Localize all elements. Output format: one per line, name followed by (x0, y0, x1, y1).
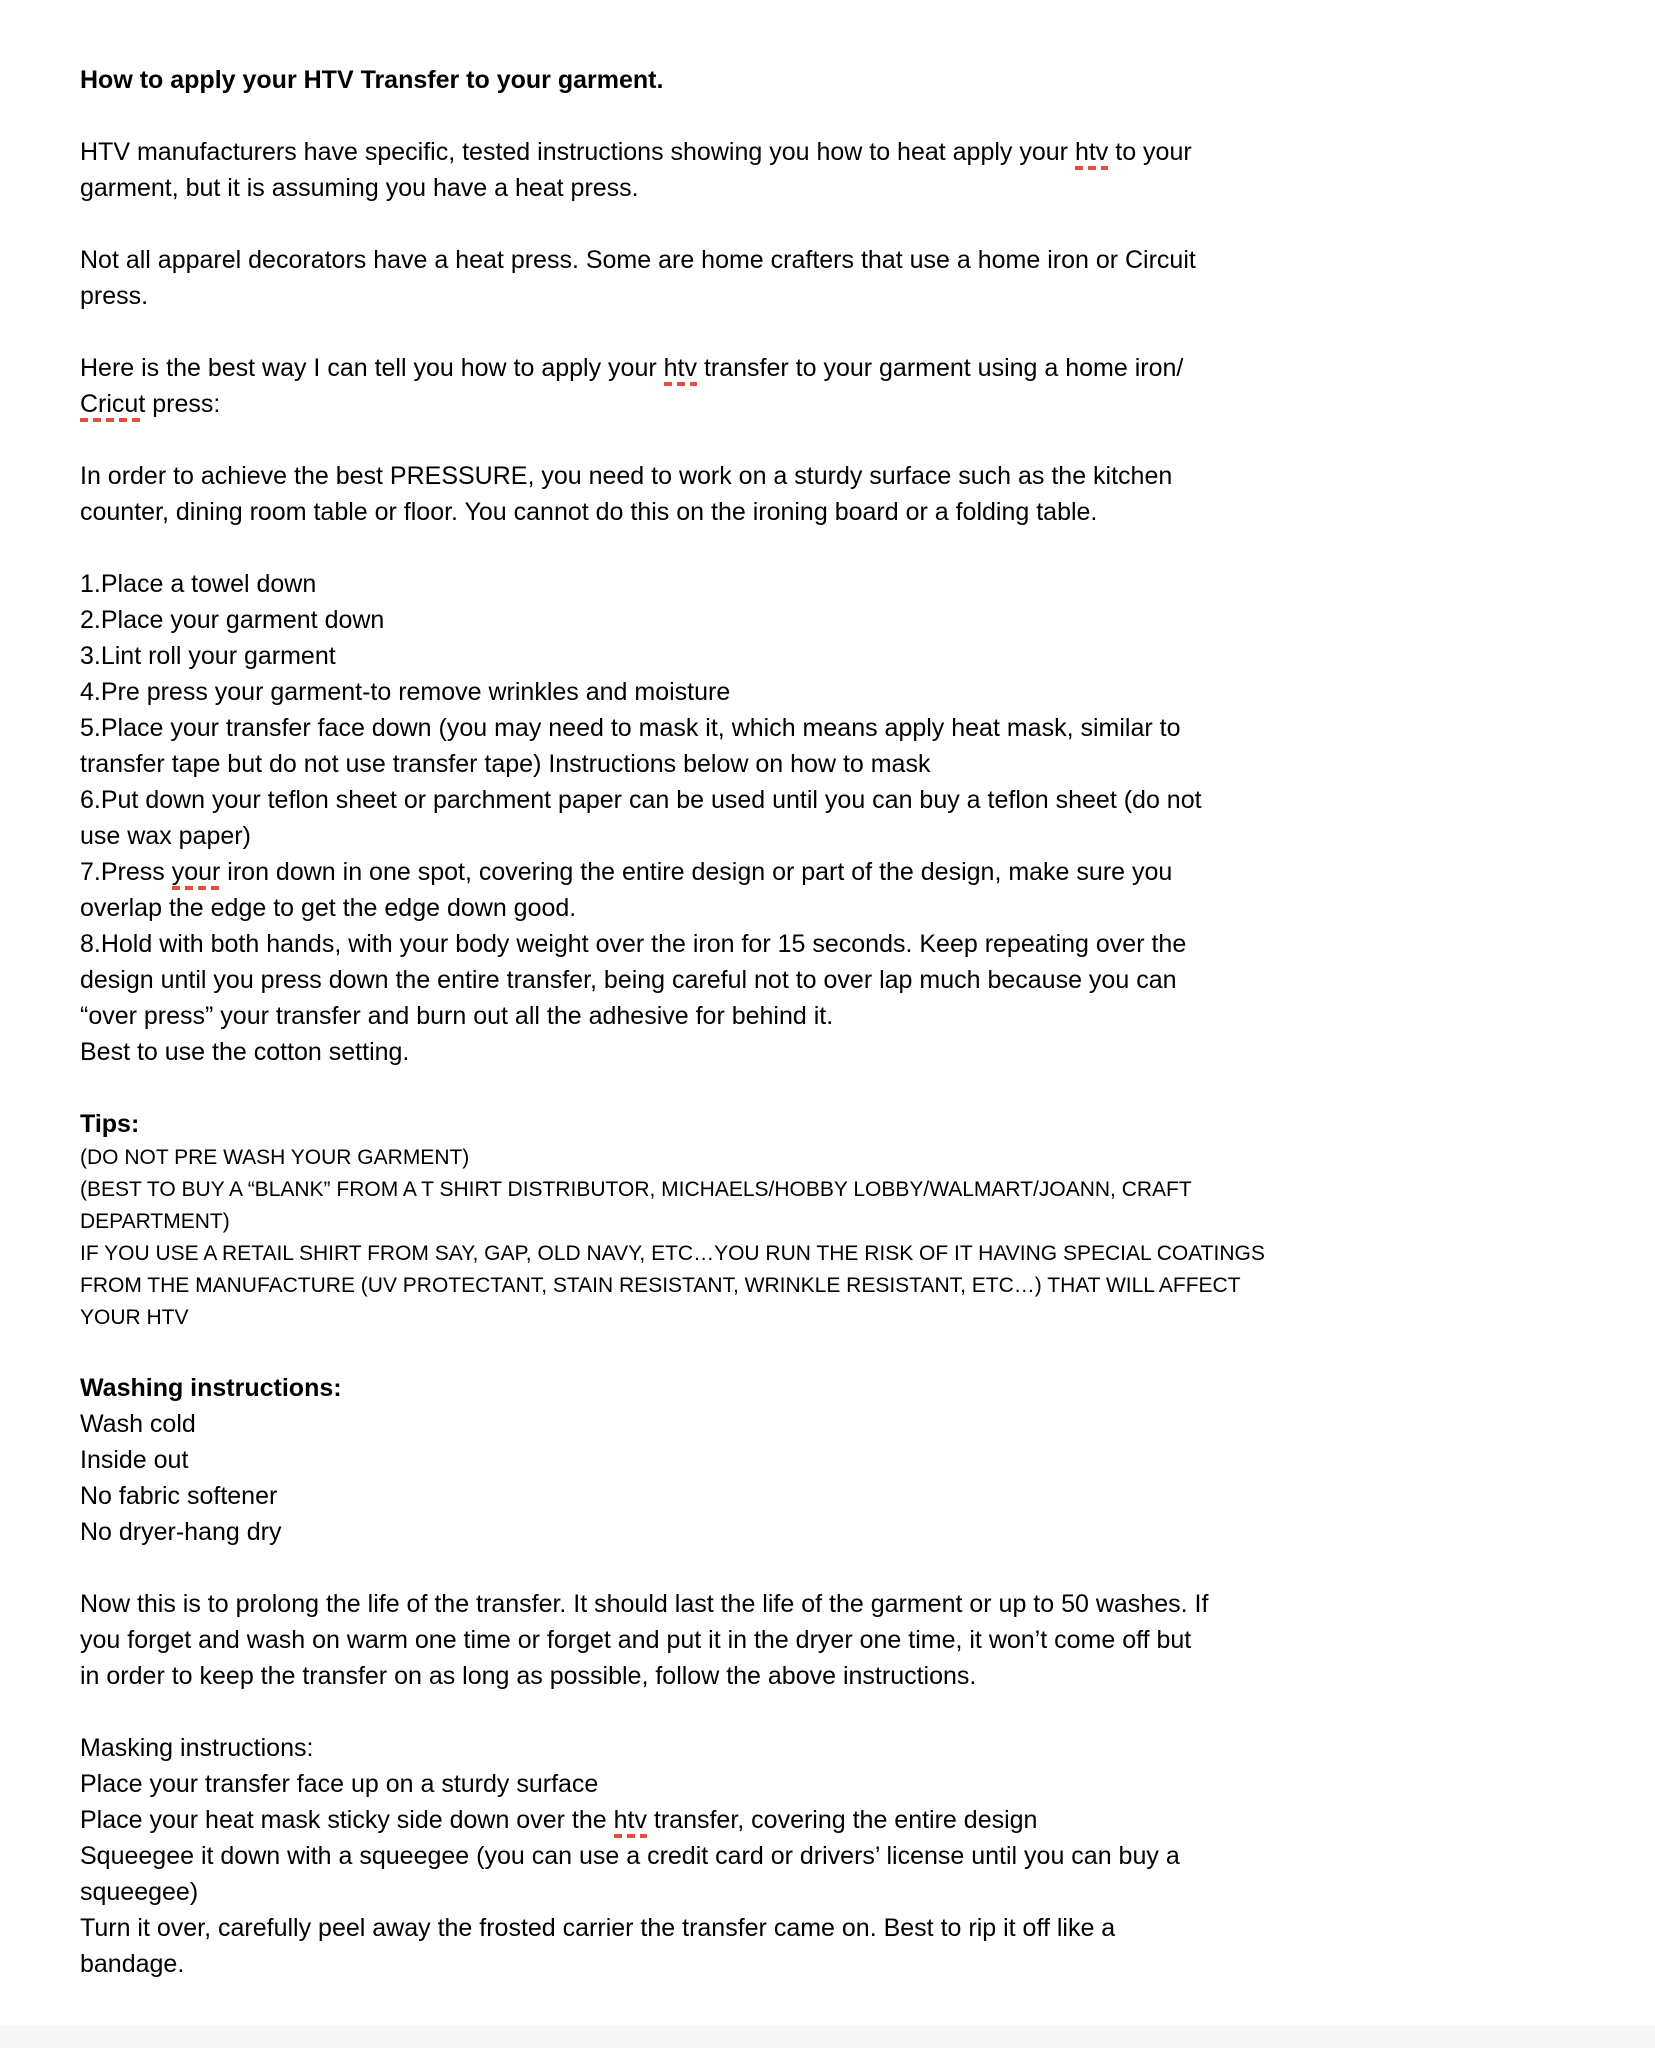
text-line (80, 890, 1600, 926)
text-segment: 8.Hold with both hands, with your body weight over the iron for 15 seconds. Keep repeating over the (80, 930, 1187, 958)
document-title (80, 62, 1600, 98)
text-line (80, 242, 1600, 278)
text-line (80, 1478, 1600, 1514)
text-segment: design until you press down the entire transfer, being careful not to over lap much because you can (80, 966, 1177, 994)
numbered-list (80, 566, 1600, 1070)
text-segment: Place your transfer face up on a sturdy surface (80, 1770, 599, 1798)
text-line (80, 1370, 1600, 1406)
text-segment: 4.Pre press your garment-to remove wrinkles and moisture (80, 678, 731, 706)
text-line (80, 170, 1600, 206)
text-segment: Inside out (80, 1446, 189, 1474)
text-segment: 1.Place a towel down (80, 570, 317, 598)
paragraph (80, 1586, 1600, 1694)
text-segment: transfer to your garment using a home iron/ (697, 354, 1184, 382)
text-segment: 3.Lint roll your garment (80, 642, 336, 670)
text-segment: transfer tape but do not use transfer tape) Instructions below on how to mask (80, 750, 931, 778)
text-segment: Tips: (80, 1110, 140, 1138)
text-segment: IF YOU USE A RETAIL SHIRT FROM SAY, GAP, OLD NAVY, ETC…YOU RUN THE RISK OF IT HAVING SPECIAL COATINGS (80, 1242, 1265, 1265)
text-line (80, 926, 1600, 962)
text-segment: Squeegee it down with a squeegee (you can use a credit card or drivers’ license until you can buy a (80, 1842, 1180, 1870)
text-line (80, 962, 1600, 998)
text-segment: bandage. (80, 1950, 185, 1978)
text-line (80, 1910, 1600, 1946)
text-line (80, 1238, 1600, 1270)
text-segment: No fabric softener (80, 1482, 278, 1510)
text-segment: to your (1108, 138, 1192, 166)
text-line (80, 710, 1600, 746)
text-segment: DEPARTMENT) (80, 1210, 230, 1233)
text-segment: No dryer-hang dry (80, 1518, 282, 1546)
text-line (80, 566, 1600, 602)
text-segment: Washing instructions: (80, 1374, 342, 1402)
text-segment: YOUR HTV (80, 1306, 189, 1329)
misspelled-word: htv (1075, 138, 1108, 170)
text-line (80, 494, 1600, 530)
paragraph (80, 350, 1600, 422)
text-segment: iron down in one spot, covering the entire design or part of the design, make sure you (220, 858, 1173, 886)
text-line (80, 1838, 1600, 1874)
text-segment: (BEST TO BUY A “BLANK” FROM A T SHIRT DISTRIBUTOR, MICHAELS/HOBBY LOBBY/WALMART/JOANN, CRAFT (80, 1178, 1192, 1201)
text-line (80, 1034, 1600, 1070)
text-line (80, 1658, 1600, 1694)
text-segment: use wax paper) (80, 822, 251, 850)
text-line (80, 1874, 1600, 1910)
text-line (80, 1302, 1600, 1334)
text-segment: 7.Press (80, 858, 172, 886)
text-segment: overlap the edge to get the edge down good. (80, 894, 577, 922)
paragraph (80, 1142, 1600, 1334)
document-body (80, 134, 1600, 1982)
text-segment: 5.Place your transfer face down (you may need to mask it, which means apply heat mask, similar to (80, 714, 1181, 742)
text-segment: counter, dining room table or floor. You cannot do this on the ironing board or a folding table. (80, 498, 1098, 526)
text-segment: Turn it over, carefully peel away the frosted carrier the transfer came on. Best to rip it off like a (80, 1914, 1116, 1942)
misspelled-word: Cricut (80, 390, 145, 422)
text-line (80, 1270, 1600, 1302)
text-segment: HTV manufacturers have specific, tested instructions showing you how to heat apply your (80, 138, 1075, 166)
text-segment: garment, but it is assuming you have a heat press. (80, 174, 639, 202)
text-segment: press: (145, 390, 221, 418)
text-segment: Here is the best way I can tell you how to apply your (80, 354, 664, 382)
text-line (80, 638, 1600, 674)
footer-band (0, 2026, 1655, 2048)
text-segment: FROM THE MANUFACTURE (UV PROTECTANT, STAIN RESISTANT, WRINKLE RESISTANT, ETC…) THAT WILL AFFECT (80, 1274, 1241, 1297)
masking-instructions (80, 1730, 1600, 1982)
text-segment: Place your heat mask sticky side down over the (80, 1806, 614, 1834)
text-line (80, 1174, 1600, 1206)
text-segment: Not all apparel decorators have a heat press. Some are home crafters that use a home iron or Circuit (80, 246, 1196, 274)
text-line (80, 350, 1600, 386)
text-segment: 2.Place your garment down (80, 606, 385, 634)
text-segment: 6.Put down your teflon sheet or parchment paper can be used until you can buy a teflon sheet (do not (80, 786, 1202, 814)
text-segment: “over press” your transfer and burn out all the adhesive for behind it. (80, 1002, 834, 1030)
text-line (80, 1730, 1600, 1766)
text-segment: Now this is to prolong the life of the transfer. It should last the life of the garment or up to 50 washes. If (80, 1590, 1209, 1618)
text-line: How to apply your HTV Transfer to your garment. (80, 66, 664, 94)
misspelled-word: your (172, 858, 221, 890)
text-line (80, 1406, 1600, 1442)
text-line (80, 998, 1600, 1034)
text-line (80, 782, 1600, 818)
text-segment: Best to use the cotton setting. (80, 1038, 410, 1066)
text-line (80, 1766, 1600, 1802)
text-line (80, 818, 1600, 854)
text-line (80, 278, 1600, 314)
paragraph (80, 242, 1600, 314)
text-line (80, 1442, 1600, 1478)
text-segment: you forget and wash on warm one time or forget and put it in the dryer one time, it won’t come off but (80, 1626, 1192, 1654)
text-segment: Masking instructions: (80, 1734, 314, 1762)
paragraph (80, 134, 1600, 206)
text-line (80, 1206, 1600, 1238)
text-segment: in order to keep the transfer on as long as possible, follow the above instructions. (80, 1662, 977, 1690)
text-line (80, 1802, 1600, 1838)
washing-list (80, 1406, 1600, 1550)
text-line (80, 1514, 1600, 1550)
text-line (80, 854, 1600, 890)
paragraph (80, 458, 1600, 530)
text-line (80, 1106, 1600, 1142)
text-line (80, 746, 1600, 782)
text-line (80, 134, 1600, 170)
text-line (80, 458, 1600, 494)
section-heading (80, 1370, 1600, 1406)
text-segment: Wash cold (80, 1410, 196, 1438)
misspelled-word: htv (664, 354, 697, 386)
text-segment: transfer, covering the entire design (646, 1806, 1038, 1834)
text-segment: In order to achieve the best PRESSURE, you need to work on a sturdy surface such as the kitchen (80, 462, 1173, 490)
text-line (80, 1142, 1600, 1174)
text-segment: press. (80, 282, 149, 310)
text-line (80, 386, 1600, 422)
text-line (80, 1586, 1600, 1622)
text-line (80, 602, 1600, 638)
text-segment: squeegee) (80, 1878, 199, 1906)
text-line (80, 674, 1600, 710)
section-heading (80, 1106, 1600, 1142)
misspelled-word: htv (614, 1806, 647, 1838)
text-line (80, 1622, 1600, 1658)
text-line (80, 1946, 1600, 1982)
text-segment: (DO NOT PRE WASH YOUR GARMENT) (80, 1146, 470, 1169)
